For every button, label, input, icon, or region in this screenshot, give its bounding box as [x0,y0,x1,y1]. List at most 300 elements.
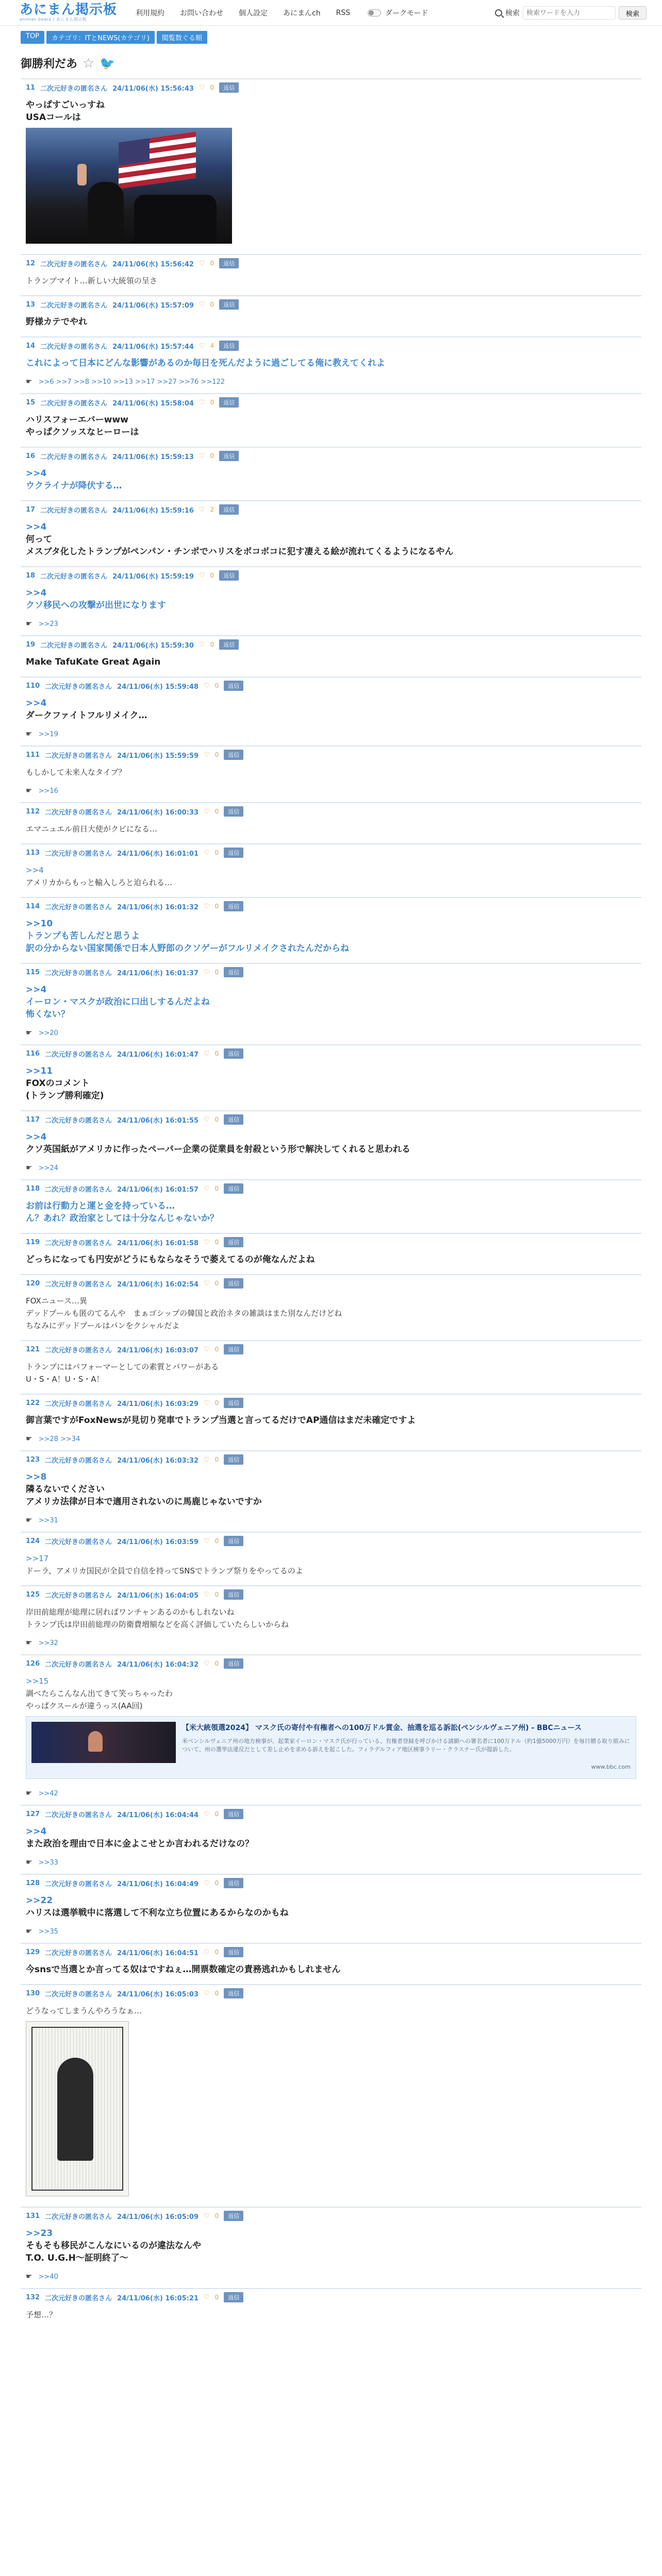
post-text-line: これによって日本にどんな影響があるのか毎日を死んだように過ごしてる俺に教えてくれよ [26,358,385,368]
post-body [21,1822,641,1858]
post-item [21,745,641,802]
breadcrumb-category[interactable]: カテゴリ：ITとNEWS(カテゴリ) [46,31,155,44]
post-body [21,914,641,963]
good-count: 0 [214,751,219,758]
good-count: 0 [214,1990,219,1997]
good-icon[interactable]: ♡ [198,342,205,350]
reply-button[interactable]: 返信 [224,1114,243,1125]
link-title[interactable]: 【米大統領選2024】 マスク氏の寄付や有権者への100万ドル賞金、抽選を巡る訴訟(ペンシルヴェニア州) - BBCニュース [182,1724,582,1732]
good-icon[interactable]: ♡ [204,1810,210,1818]
post-meta [21,1111,641,1128]
post-number[interactable]: 130 [26,1989,40,1997]
good-icon[interactable]: ♡ [198,640,205,649]
post-text-line: 何って [26,534,52,545]
reply-anchor-link[interactable]: >>8 [26,1472,47,1482]
post-text-line: ん？あれ？政治家としては十分なんじゃないか？ [26,1213,219,1224]
post-author: 二次元好きの匿名さん [45,1280,112,1289]
post-number[interactable]: 119 [26,1238,40,1246]
reply-button[interactable]: 返信 [224,1809,243,1819]
post-footer [21,620,641,635]
post-item [21,1179,641,1233]
post-date: 24/11/06(水) 15:59:48 [117,683,199,691]
good-count: 0 [214,1185,219,1192]
logo-text[interactable]: あにまん掲示板 [20,2,118,18]
post-number[interactable]: 121 [26,1345,40,1353]
reply-button[interactable]: 返信 [224,1658,243,1669]
post-date: 24/11/06(水) 16:03:07 [117,1346,199,1354]
good-count: 2 [210,506,214,513]
post-text-line: FOXのコメント [26,1078,90,1089]
post-date: 24/11/06(水) 16:01:01 [117,850,199,858]
post-number[interactable]: 117 [26,1115,40,1124]
post-meta [21,747,641,763]
search-button[interactable]: 検索 [619,6,647,20]
post-number[interactable]: 113 [26,849,40,857]
post-image[interactable] [26,2021,129,2196]
reply-button[interactable]: 返信 [224,1398,243,1408]
post-meta [21,2289,641,2306]
good-count: 0 [210,641,214,648]
good-icon[interactable]: ♡ [198,259,205,267]
post-number[interactable]: 124 [26,1537,40,1545]
link-thumbnail[interactable] [31,1722,176,1763]
post-author: 二次元好きの匿名さん [45,1400,112,1408]
post-item [21,676,641,745]
nav-animan-ch[interactable]: あにまんch [283,9,321,18]
reply-refs[interactable]: >>16 [38,787,58,795]
breadcrumb-top[interactable]: TOP [21,31,44,44]
post-number[interactable]: 15 [26,398,36,406]
post-item [21,897,641,963]
reply-anchor-link[interactable]: >>11 [26,1066,53,1076]
post-text-line: 野様カテでやれ [26,317,87,327]
reply-button[interactable]: 返信 [219,397,239,408]
reply-refs[interactable]: >>40 [38,2273,58,2281]
reply-hand-icon: ☛ [26,1029,32,1037]
post-meta [21,677,641,694]
post-author: 二次元好きの匿名さん [45,1239,112,1247]
reply-anchor-link[interactable]: >>4 [26,1132,47,1142]
reply-refs[interactable]: >>19 [38,730,58,738]
good-icon[interactable]: ♡ [204,2293,210,2301]
reply-anchor-link[interactable]: >>10 [26,919,53,929]
reply-refs[interactable]: >>20 [38,1029,58,1037]
post-body [21,1549,641,1585]
dark-mode-label: ダークモード [385,9,428,18]
post-date: 24/11/06(水) 16:04:32 [117,1660,199,1669]
post-number[interactable]: 123 [26,1455,40,1464]
post-text-line: どっちになっても円安がどうにもならなそうで萎えてるのが俺なんだよね [26,1255,315,1265]
reply-button[interactable]: 返信 [219,82,239,93]
post-item [21,1585,641,1654]
post-text-line: トランプも苦しんだと思うよ [26,931,140,941]
post-item [21,1233,641,1274]
post-author: 二次元好きの匿名さん [45,1990,112,1998]
post-body [21,980,641,1029]
reply-button[interactable]: 返信 [224,681,243,691]
post-author: 二次元好きの匿名さん [45,683,112,691]
dark-mode-toggle[interactable] [368,8,428,18]
post-meta [21,844,641,861]
reply-refs[interactable]: >>28 >>34 [38,1435,80,1443]
post-number[interactable]: 13 [26,300,36,309]
post-number[interactable]: 132 [26,2293,40,2301]
post-number[interactable]: 127 [26,1810,40,1818]
good-icon[interactable]: ♡ [204,902,210,910]
good-icon[interactable]: ♡ [198,571,205,580]
post-date: 24/11/06(水) 15:59:16 [112,506,194,515]
nav-terms[interactable]: 利用規約 [136,9,165,18]
post-date: 24/11/06(水) 16:01:47 [117,1050,199,1059]
nav-settings[interactable]: 個人設定 [239,9,268,18]
post-body [21,1128,641,1164]
reply-anchor-link[interactable]: >>17 [26,1554,49,1563]
post-number[interactable]: 19 [26,640,36,649]
reply-anchor-link[interactable]: >>4 [26,1826,47,1837]
post-number[interactable]: 118 [26,1184,40,1193]
reply-hand-icon: ☛ [26,1516,32,1524]
good-icon[interactable]: ♡ [204,1184,210,1193]
post-date: 24/11/06(水) 15:57:09 [112,301,194,310]
reply-button[interactable]: 返信 [224,1454,243,1465]
post-text-line: 御言葉ですがFoxNewsが見切り発車でトランプ当選と言ってるだけでAP通信はまだ未確定ですよ [26,1415,416,1426]
good-icon[interactable]: ♡ [204,751,210,759]
post-text-line: やっぱクスールが違うっス(AA回) [26,1701,143,1710]
breadcrumb-sort[interactable]: 閲覧数ぐる順 [157,31,207,44]
post-body [21,2224,641,2273]
post-text-line: 怖くない？ [26,1009,70,1020]
post-text-line: ウクライナが降伏する… [26,481,122,491]
post-date: 24/11/06(水) 16:03:32 [117,1456,199,1465]
good-count: 0 [214,1537,219,1545]
post-text-line: トランプ氏は岸田前総理の防衛費増額などを高く評価していたらしいからね [26,1620,289,1629]
reply-button[interactable]: 返信 [224,1536,243,1546]
good-icon[interactable]: ♡ [198,452,205,460]
good-icon[interactable]: ♡ [204,1049,210,1058]
post-author: 二次元好きの匿名さん [45,1949,112,1957]
post-body [21,1411,641,1435]
post-date: 24/11/06(水) 16:05:09 [117,2213,199,2221]
reply-refs[interactable]: >>6 >>7 >>8 >>10 >>13 >>17 >>27 >>76 >>122 [38,378,225,386]
nav-contact[interactable]: お問い合わせ [180,9,224,18]
good-icon[interactable]: ♡ [204,1345,210,1353]
post-number[interactable]: 125 [26,1590,40,1599]
thread-title-row [0,49,662,78]
post-number[interactable]: 14 [26,342,36,350]
post-meta [21,636,641,653]
reply-anchor-link[interactable]: >>4 [26,468,47,479]
post-footer [21,730,641,745]
reply-anchor-link[interactable]: >>4 [26,588,47,598]
reply-anchor-link[interactable]: >>22 [26,1895,53,1906]
post-meta [21,803,641,820]
reply-button[interactable]: 返信 [224,2292,243,2302]
post-number[interactable]: 128 [26,1879,40,1887]
reply-refs[interactable]: >>35 [38,1927,58,1936]
post-footer [21,1516,641,1532]
post-footer [21,1789,641,1805]
post-body [21,354,641,378]
post-footer [21,1858,641,1874]
reply-button[interactable]: 返信 [219,299,239,310]
logo-subtext: animan board / あにまん掲示板 [20,17,87,22]
post-item [21,1532,641,1585]
post-text-line: そもそも移民がこんなにいるのが違法なんや [26,2241,201,2251]
post-item [21,963,641,1044]
post-number[interactable]: 114 [26,902,40,910]
post-author: 二次元好きの匿名さん [45,2294,112,2302]
reply-button[interactable]: 返信 [224,1947,243,1957]
reply-button[interactable]: 返信 [219,341,239,351]
reply-button[interactable]: 返信 [224,806,243,817]
good-icon[interactable]: ♡ [204,1279,210,1287]
post-meta [21,79,641,96]
good-icon[interactable]: ♡ [204,1399,210,1407]
post-author: 二次元好きの匿名さん [45,1591,112,1600]
twitter-share-icon[interactable]: 🐦 [100,56,115,71]
post-body [21,1603,641,1639]
reply-button[interactable]: 返信 [224,1988,243,1998]
site-logo[interactable] [20,3,117,22]
post-date: 24/11/06(水) 15:58:04 [112,399,194,408]
post-text-line: やっぱクソッスなヒーローは [26,427,139,437]
post-footer [21,1927,641,1943]
post-number[interactable]: 111 [26,751,40,759]
post-text-line: デッドプールも匿のてるんや まぁゴシップの韓国と政治ネタの雑談はまた別なんだけどね [26,1309,342,1318]
post-author: 二次元好きの匿名さん [45,1346,112,1354]
reply-button[interactable]: 返信 [224,2211,243,2221]
reply-button[interactable]: 返信 [224,848,243,858]
post-text-line: また政治を理由で日本に金よこせとか言われるだけなの？ [26,1839,254,1849]
reply-button[interactable]: 返信 [224,1048,243,1059]
reply-refs[interactable]: >>31 [38,1516,58,1524]
post-number[interactable]: 129 [26,1948,40,1956]
nav-rss[interactable]: RSS [336,8,351,17]
good-icon[interactable]: ♡ [204,1590,210,1599]
post-text-line: もしかして未来人なタイプ？ [26,768,126,777]
post-item [21,1654,641,1805]
post-body [21,2306,641,2329]
reply-button[interactable]: 返信 [219,258,239,268]
good-icon[interactable]: ♡ [198,83,205,92]
reply-hand-icon: ☛ [26,730,32,738]
post-text-line: 調べたらこんなん出てきて笑っちゃったわ [26,1689,173,1698]
post-author: 二次元好きの匿名さん [45,1660,112,1669]
post-number[interactable]: 18 [26,571,36,580]
post-item [21,1394,641,1450]
reply-button[interactable]: 返信 [224,750,243,760]
post-item [21,802,641,843]
post-footer [21,378,641,393]
reply-button[interactable]: 返信 [224,901,243,911]
post-body [21,411,641,447]
reply-button[interactable]: 返信 [224,1278,243,1289]
good-icon[interactable]: ♡ [198,505,205,514]
reply-anchor-link[interactable]: >>4 [26,985,47,995]
post-text-line: 今snsで当選とか言ってる奴はですねぇ…開票数確定の責務逃れかもしれません [26,1964,341,1975]
breadcrumb [0,26,662,49]
post-number[interactable]: 122 [26,1399,40,1407]
post-date: 24/11/06(水) 15:56:42 [112,260,194,268]
good-icon[interactable]: ♡ [204,1115,210,1124]
post-date: 24/11/06(水) 16:01:55 [117,1116,199,1125]
good-icon[interactable]: ♡ [204,682,210,690]
reply-refs[interactable]: >>42 [38,1789,58,1798]
post-date: 24/11/06(水) 16:01:58 [117,1239,199,1247]
link-preview-card[interactable] [26,1716,636,1779]
reply-button[interactable]: 返信 [219,451,239,461]
good-icon[interactable]: ♡ [204,1659,210,1668]
page-title: 御勝利だあ [21,58,78,71]
good-icon[interactable]: ♡ [198,398,205,406]
post-number[interactable]: 115 [26,968,40,976]
reply-anchor-link[interactable]: >>4 [26,698,47,708]
post-date: 24/11/06(水) 15:59:19 [112,572,194,581]
top-nav [136,8,428,18]
post-number[interactable]: 16 [26,452,36,460]
post-item [21,1943,641,1984]
post-number[interactable]: 120 [26,1279,40,1287]
person-shape [88,182,124,244]
post-item [21,254,641,295]
link-text [182,1722,631,1773]
post-author: 二次元好きの匿名さん [40,506,108,515]
good-count: 0 [214,682,219,689]
post-text-line: ハリスフォーエバーwww [26,415,128,425]
good-icon[interactable]: ♡ [204,1455,210,1464]
post-text-line: 訳の分からない国家関係で日本人野郎のクソゲーがフルリメイクされたんだからね [26,943,350,954]
good-count: 0 [214,903,219,910]
good-icon[interactable]: ♡ [204,807,210,816]
good-count: 0 [214,2212,219,2219]
post-date: 24/11/06(水) 15:59:30 [112,641,194,650]
post-item [21,336,641,393]
good-count: 0 [214,808,219,815]
reply-button[interactable]: 返信 [219,639,239,650]
post-text-line: ダークファイトフルリメイク… [26,710,147,721]
good-icon[interactable]: ♡ [204,1537,210,1545]
post-number[interactable]: 17 [26,505,36,514]
favorite-star-icon[interactable]: ☆ [82,55,95,71]
post-item [21,1110,641,1179]
post-body [21,1672,641,1789]
post-item [21,2288,641,2329]
post-meta [21,1234,641,1250]
post-text-line: 隣るないでください [26,1484,105,1495]
post-number[interactable]: 112 [26,807,40,816]
post-item [21,1044,641,1110]
post-number[interactable]: 126 [26,1659,40,1668]
post-meta [21,1944,641,1960]
post-author: 二次元好きの匿名さん [40,260,108,268]
post-body [21,1197,641,1233]
reply-button[interactable]: 返信 [224,1878,243,1888]
post-text-line: USAコールは [26,112,81,123]
post-date: 24/11/06(水) 16:05:03 [117,1990,199,1998]
post-item [21,1274,641,1340]
post-body [21,861,641,897]
post-body [21,518,641,566]
post-text-line: アメリカ法律が日本で適用されないのに馬鹿じゃないですか [26,1497,262,1507]
post-text-line: Make TafuKate Great Again [26,657,161,667]
post-footer [21,2273,641,2288]
reply-button[interactable]: 返信 [224,967,243,977]
good-icon[interactable]: ♡ [204,849,210,857]
search-input[interactable] [523,6,616,20]
post-item [21,2207,641,2288]
good-icon[interactable]: ♡ [198,300,205,309]
post-date: 24/11/06(水) 16:01:32 [117,903,199,911]
post-meta [21,1806,641,1822]
post-date: 24/11/06(水) 16:02:54 [117,1280,199,1289]
reply-button[interactable]: 返信 [224,1589,243,1600]
post-meta [21,394,641,411]
post-meta [21,1341,641,1358]
good-count: 0 [214,2294,219,2301]
reply-button[interactable]: 返信 [224,1183,243,1194]
post-image[interactable] [26,128,232,244]
post-text-line: 予想…？ [26,2310,57,2319]
post-meta [21,337,641,354]
good-icon[interactable]: ♡ [204,968,210,976]
post-body [21,1891,641,1927]
good-icon[interactable]: ♡ [204,1879,210,1887]
reply-button[interactable]: 返信 [219,504,239,515]
good-count: 0 [214,1879,219,1887]
good-icon[interactable]: ♡ [204,2212,210,2220]
good-icon[interactable]: ♡ [204,1989,210,1997]
reply-anchor-link[interactable]: >>15 [26,1676,49,1686]
reply-refs[interactable]: >>24 [38,1164,58,1172]
post-meta [21,1586,641,1603]
good-icon[interactable]: ♡ [204,1948,210,1956]
post-text-line: クソ移民への攻撃が出世になります [26,600,166,611]
good-icon[interactable]: ♡ [204,1238,210,1246]
post-text-line: T.O. U.G.H〜証明終了〜 [26,2253,128,2263]
post-date: 24/11/06(水) 16:01:37 [117,969,199,977]
post-number[interactable]: 116 [26,1049,40,1058]
toggle-knob [369,10,374,15]
post-number[interactable]: 110 [26,682,40,690]
reply-anchor-link[interactable]: >>4 [26,866,44,875]
reply-anchor-link[interactable]: >>23 [26,2228,53,2239]
reply-anchor-link[interactable]: >>4 [26,522,47,532]
reply-hand-icon: ☛ [26,378,32,386]
reply-refs[interactable]: >>32 [38,1639,58,1647]
reply-refs[interactable]: >>33 [38,1858,58,1867]
reply-refs[interactable]: >>23 [38,620,58,628]
post-number[interactable]: 11 [26,83,36,92]
post-item [21,843,641,897]
post-footer [21,787,641,802]
post-meta [21,1045,641,1062]
post-text-line: アメリカからもっと輸入しろと迫られる… [26,878,172,887]
reply-button[interactable]: 返信 [224,1344,243,1354]
post-item [21,500,641,566]
good-count: 0 [214,1346,219,1353]
post-date: 24/11/06(水) 15:59:13 [112,453,194,461]
post-text-line: クソ英国紙がアメリカに作ったペーパー企業の従業員を射殺という形で解決してくれると思われる [26,1144,410,1155]
post-date: 24/11/06(水) 16:03:29 [117,1400,199,1408]
post-text-line: 岸田前総理が総理に居ればワンチャンあるのかもしれないね [26,1607,235,1617]
post-meta [21,1395,641,1411]
reply-button[interactable]: 返信 [219,570,239,581]
reply-button[interactable]: 返信 [224,1237,243,1247]
post-date: 24/11/06(水) 16:05:21 [117,2294,199,2302]
post-number[interactable]: 12 [26,259,36,267]
toggle-switch[interactable] [368,9,381,16]
post-number[interactable]: 131 [26,2212,40,2220]
